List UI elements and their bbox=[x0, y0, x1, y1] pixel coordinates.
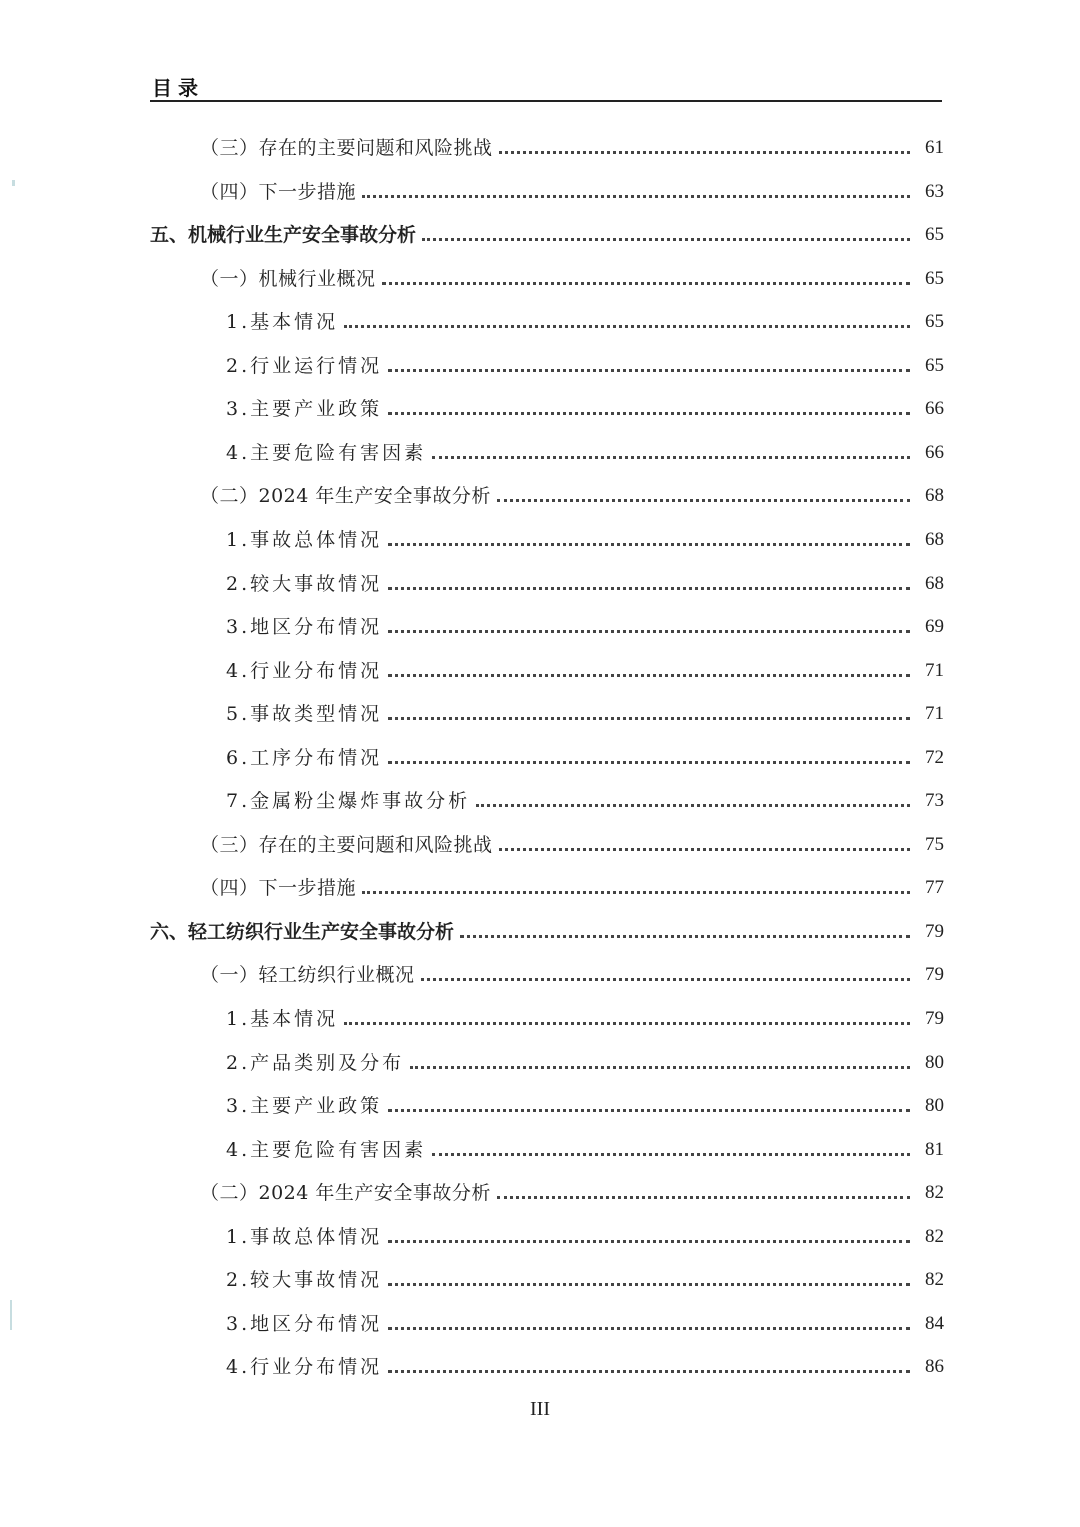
toc-entry[interactable] bbox=[0, 1173, 944, 1205]
dot-leader bbox=[382, 282, 910, 285]
toc-entry-page-number: 71 bbox=[925, 703, 944, 724]
toc-entry[interactable] bbox=[0, 1347, 944, 1379]
dot-leader bbox=[422, 238, 910, 241]
dot-leader bbox=[499, 151, 910, 154]
toc-entry-page-number: 77 bbox=[925, 877, 944, 898]
toc-entry[interactable] bbox=[0, 476, 944, 508]
toc-entry-page-number: 82 bbox=[925, 1269, 944, 1290]
toc-entry-label: （二）2024 年生产安全事故分析 bbox=[200, 485, 491, 507]
toc-entry[interactable] bbox=[0, 1130, 944, 1162]
dot-leader bbox=[388, 369, 910, 372]
toc-entry[interactable] bbox=[0, 738, 944, 770]
dot-leader bbox=[499, 848, 910, 851]
dot-leader bbox=[388, 1327, 910, 1330]
dot-leader bbox=[388, 1370, 910, 1373]
toc-entry-label: 4.行业分布情况 bbox=[226, 660, 383, 682]
toc-entry[interactable] bbox=[0, 1086, 944, 1118]
toc-entry[interactable] bbox=[0, 520, 944, 552]
toc-entry-page-number: 69 bbox=[925, 616, 944, 637]
toc-entry-label: （四）下一步措施 bbox=[200, 877, 357, 899]
toc-entry-page-number: 68 bbox=[925, 485, 944, 506]
toc-entry-label: 1.基本情况 bbox=[226, 1008, 339, 1030]
toc-entry[interactable] bbox=[0, 346, 944, 378]
toc-entry-page-number: 66 bbox=[925, 442, 944, 463]
toc-entry[interactable] bbox=[0, 1304, 944, 1336]
toc-entry[interactable] bbox=[0, 128, 944, 160]
toc-entry-label: 1.事故总体情况 bbox=[226, 529, 383, 551]
dot-leader bbox=[362, 891, 910, 894]
toc-entry-label: 3.地区分布情况 bbox=[226, 616, 383, 638]
toc-entry-page-number: 79 bbox=[925, 921, 944, 942]
toc-entry-label: （三）存在的主要问题和风险挑战 bbox=[200, 137, 493, 159]
dot-leader bbox=[388, 587, 910, 590]
toc-entry[interactable] bbox=[0, 912, 944, 944]
toc-entry-label: 3.主要产业政策 bbox=[226, 398, 383, 420]
toc-entry-label: 2.产品类别及分布 bbox=[226, 1052, 405, 1074]
toc-entry[interactable] bbox=[0, 389, 944, 421]
toc-entry-page-number: 81 bbox=[925, 1139, 944, 1160]
toc-entry-page-number: 72 bbox=[925, 747, 944, 768]
toc-entry-page-number: 63 bbox=[925, 181, 944, 202]
toc-entry[interactable] bbox=[0, 259, 944, 291]
dot-leader bbox=[388, 1109, 910, 1112]
toc-entry[interactable] bbox=[0, 302, 944, 334]
dot-leader bbox=[388, 1283, 910, 1286]
toc-entry-label: 4.主要危险有害因素 bbox=[226, 442, 427, 464]
dot-leader bbox=[388, 543, 910, 546]
dot-leader bbox=[497, 1196, 910, 1199]
dot-leader bbox=[421, 978, 910, 981]
page-number: III bbox=[530, 1398, 550, 1420]
toc-entry-label: （一）机械行业概况 bbox=[200, 268, 376, 290]
toc-entry[interactable] bbox=[0, 781, 944, 813]
toc-entry-page-number: 65 bbox=[925, 311, 944, 332]
toc-entry-page-number: 86 bbox=[925, 1356, 944, 1377]
toc-entry-label: （三）存在的主要问题和风险挑战 bbox=[200, 834, 493, 856]
dot-leader bbox=[476, 804, 910, 807]
toc-entry[interactable] bbox=[0, 433, 944, 465]
toc-entry-page-number: 80 bbox=[925, 1052, 944, 1073]
toc-entry[interactable] bbox=[0, 1043, 944, 1075]
dot-leader bbox=[388, 412, 910, 415]
dot-leader bbox=[388, 761, 910, 764]
toc-entry-label: 6.工序分布情况 bbox=[226, 747, 383, 769]
toc-entry[interactable] bbox=[0, 215, 944, 247]
dot-leader bbox=[388, 674, 910, 677]
toc-entry-page-number: 73 bbox=[925, 790, 944, 811]
dot-leader bbox=[432, 456, 910, 459]
toc-entry-label: 3.主要产业政策 bbox=[226, 1095, 383, 1117]
toc-entry-label: （二）2024 年生产安全事故分析 bbox=[200, 1182, 491, 1204]
toc-entry[interactable] bbox=[0, 1260, 944, 1292]
toc-entry-page-number: 79 bbox=[925, 1008, 944, 1029]
dot-leader bbox=[460, 935, 910, 938]
toc-entry[interactable] bbox=[0, 868, 944, 900]
toc-entry[interactable] bbox=[0, 825, 944, 857]
dot-leader bbox=[497, 499, 910, 502]
dot-leader bbox=[388, 630, 910, 633]
toc-entry-label: 2.行业运行情况 bbox=[226, 355, 383, 377]
toc-entry-label: 3.地区分布情况 bbox=[226, 1313, 383, 1335]
toc-entry[interactable] bbox=[0, 694, 944, 726]
dot-leader bbox=[344, 1022, 910, 1025]
dot-leader bbox=[388, 1240, 910, 1243]
toc-entry-page-number: 82 bbox=[925, 1226, 944, 1247]
toc-entry-page-number: 84 bbox=[925, 1313, 944, 1334]
page-header bbox=[150, 72, 942, 102]
header-title: 目录 bbox=[152, 76, 204, 100]
toc-entry-label: 5.事故类型情况 bbox=[226, 703, 383, 725]
toc-entry-page-number: 68 bbox=[925, 573, 944, 594]
toc-entry-label: 1.事故总体情况 bbox=[226, 1226, 383, 1248]
toc-entry-label: 六、轻工纺织行业生产安全事故分析 bbox=[150, 921, 455, 943]
toc-entry-page-number: 66 bbox=[925, 398, 944, 419]
toc-entry-label: 五、机械行业生产安全事故分析 bbox=[150, 224, 417, 246]
dot-leader bbox=[362, 195, 910, 198]
toc-entry[interactable] bbox=[0, 999, 944, 1031]
dot-leader bbox=[432, 1153, 910, 1156]
toc-entry[interactable] bbox=[0, 564, 944, 596]
toc-entry-label: （四）下一步措施 bbox=[200, 181, 357, 203]
toc-entry-page-number: 82 bbox=[925, 1182, 944, 1203]
toc-entry-label: （一）轻工纺织行业概况 bbox=[200, 964, 415, 986]
toc-entry-page-number: 65 bbox=[925, 224, 944, 245]
toc-entry-page-number: 75 bbox=[925, 834, 944, 855]
toc-entry-label: 7.金属粉尘爆炸事故分析 bbox=[226, 790, 471, 812]
toc-entry-label: 4.行业分布情况 bbox=[226, 1356, 383, 1378]
toc-entry-page-number: 65 bbox=[925, 268, 944, 289]
dot-leader bbox=[388, 717, 910, 720]
dot-leader bbox=[344, 325, 910, 328]
toc-entry-label: 2.较大事故情况 bbox=[226, 573, 383, 595]
toc-entry-label: 2.较大事故情况 bbox=[226, 1269, 383, 1291]
toc-entry-page-number: 80 bbox=[925, 1095, 944, 1116]
toc-entry-page-number: 68 bbox=[925, 529, 944, 550]
toc-entry[interactable] bbox=[0, 607, 944, 639]
toc-entry[interactable] bbox=[0, 172, 944, 204]
toc-entry-label: 1.基本情况 bbox=[226, 311, 339, 333]
toc-entry-label: 4.主要危险有害因素 bbox=[226, 1139, 427, 1161]
toc-entry-page-number: 71 bbox=[925, 660, 944, 681]
dot-leader bbox=[410, 1066, 910, 1069]
toc-entry[interactable] bbox=[0, 651, 944, 683]
toc-entry-page-number: 61 bbox=[925, 137, 944, 158]
toc-entry-page-number: 79 bbox=[925, 964, 944, 985]
toc-entry-page-number: 65 bbox=[925, 355, 944, 376]
toc-entry[interactable] bbox=[0, 955, 944, 987]
toc-entry[interactable] bbox=[0, 1217, 944, 1249]
